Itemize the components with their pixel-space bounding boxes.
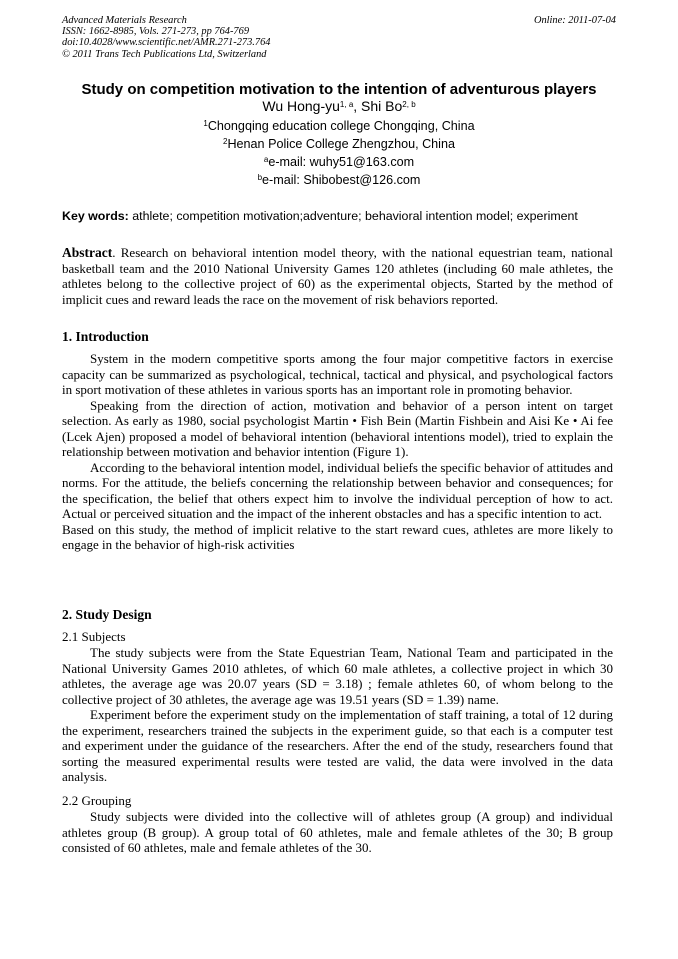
- subsection-heading: 2.2 Grouping: [62, 793, 132, 808]
- author-line: [40, 98, 638, 115]
- journal-header: [62, 15, 616, 60]
- affiliation-sup: 2: [223, 137, 228, 146]
- keywords-label: Key words:: [62, 209, 129, 223]
- email-text: e-mail: wuhy51@163.com: [268, 155, 415, 169]
- affiliation-sup: 1: [203, 119, 208, 128]
- author-sup: 2, b: [402, 100, 416, 109]
- paragraph: According to the behavioral intention model, individual beliefs the specific behavior of attitudes and norms. For the attitude, the beliefs concerning the relationship between behavior and consequences; for the specification, the belief that others expect him to involve the individual perception of how to act. Actual or perceived situation and the impact of the inherent obstacles and has a specific intention to act.: [62, 459, 613, 521]
- section-heading: 1. Introduction: [62, 329, 149, 344]
- email-sup: a: [263, 155, 269, 164]
- subsection-heading: 2.1 Subjects: [62, 629, 126, 644]
- author-separator: ,: [353, 98, 362, 114]
- keywords: [62, 208, 622, 224]
- email-line: [40, 171, 638, 189]
- subsection-body: [62, 809, 613, 856]
- online-date: Online: 2011-07-04: [533, 15, 616, 26]
- author-name: Shi Bo: [361, 98, 403, 114]
- keywords-text: athlete; competition motivation;adventure; behavioral intention model; experiment: [128, 209, 578, 223]
- affiliation: [40, 117, 638, 135]
- section-heading: 2. Study Design: [62, 607, 152, 622]
- affiliation: [40, 135, 638, 153]
- paragraph: Speaking from the direction of action, motivation and behavior of a person intent on target selection. As early as 1980, social psychologist Martin • Fish Bein (Martin Fishbein and Aisi Ke • Ai fee (Lcek Ajen) proposed a model of behavioral intention (behavioral intentions model), tried to explain the relationship between motivation and behavior intention (Figure 1).: [62, 397, 613, 459]
- paragraph: Experiment before the experiment study on the implementation of staff training, a total of 12 during the experiment, researchers trained the subjects in the experiment guide, so that each is a computer test and experiment under the guidance of the researchers. After the end of the study, researchers found that sorting the measured experimental results were tested are valid, the data were involved in the data analysis.: [62, 707, 613, 784]
- journal-copyright: © 2011 Trans Tech Publications Ltd, Switzerland: [62, 48, 267, 60]
- author-name: Wu Hong-yu: [262, 98, 340, 114]
- journal-doi: doi:10.4028/www.scientific.net/AMR.271-273.764: [62, 37, 271, 49]
- journal-name: Advanced Materials Research: [62, 15, 187, 26]
- paragraph: Based on this study, the method of implicit relative to the start reward cues, athletes are more likely to engage in the behavior of high-risk activities: [62, 521, 613, 552]
- paper-title: Study on competition motivation to the intention of adventurous players: [81, 81, 597, 98]
- section-body: [62, 351, 613, 553]
- abstract-text: . Research on behavioral intention model theory, with the national equestrian team, national basketball team and the 2010 National University Games 120 athletes (including 60 male athletes, the athletes belong to the collective project of 60) as the experimental objects, Started by the method of implicit cues and reward leads the race on the movement of risk behaviors reported.: [62, 245, 613, 307]
- paragraph: The study subjects were from the State Equestrian Team, National Team and participated in the National University Games 2010 athletes, of which 60 male athletes, a collective project in which 30 athletes, the average age was 20.07 years (SD = 3.18) ; female athletes 60, of whom belong to the collective project of 30 athletes, the average age was 19.51 years (SD = 1.39) name.: [62, 645, 613, 707]
- journal-issn: ISSN: 1662-8985, Vols. 271-273, pp 764-769: [62, 26, 250, 38]
- abstract: [62, 245, 613, 307]
- affiliation-text: Chongqing education college Chongqing, China: [207, 119, 475, 133]
- abstract-label: Abstract: [62, 245, 113, 260]
- affiliation-text: Henan Police College Zhengzhou, China: [227, 137, 455, 151]
- paragraph: Study subjects were divided into the collective will of athletes group (A group) and individual athletes group (B group). A group total of 60 athletes, male and female athletes of the 30; B group consisted of 60 athletes, male and female athletes of the 30.: [62, 809, 613, 855]
- author-sup: 1, a: [339, 100, 354, 109]
- subsection-body: [62, 645, 613, 785]
- paragraph: System in the modern competitive sports among the four major competitive factors in exercise capacity can be summarized as psychological, technical, tactical and physical, and psychological factors in sport motivation of these athletes in various sports has an important role in promoting behavior.: [62, 351, 613, 397]
- email-text: e-mail: Shibobest@126.com: [262, 173, 421, 187]
- email-sup: b: [257, 173, 263, 182]
- email-line: [40, 153, 638, 171]
